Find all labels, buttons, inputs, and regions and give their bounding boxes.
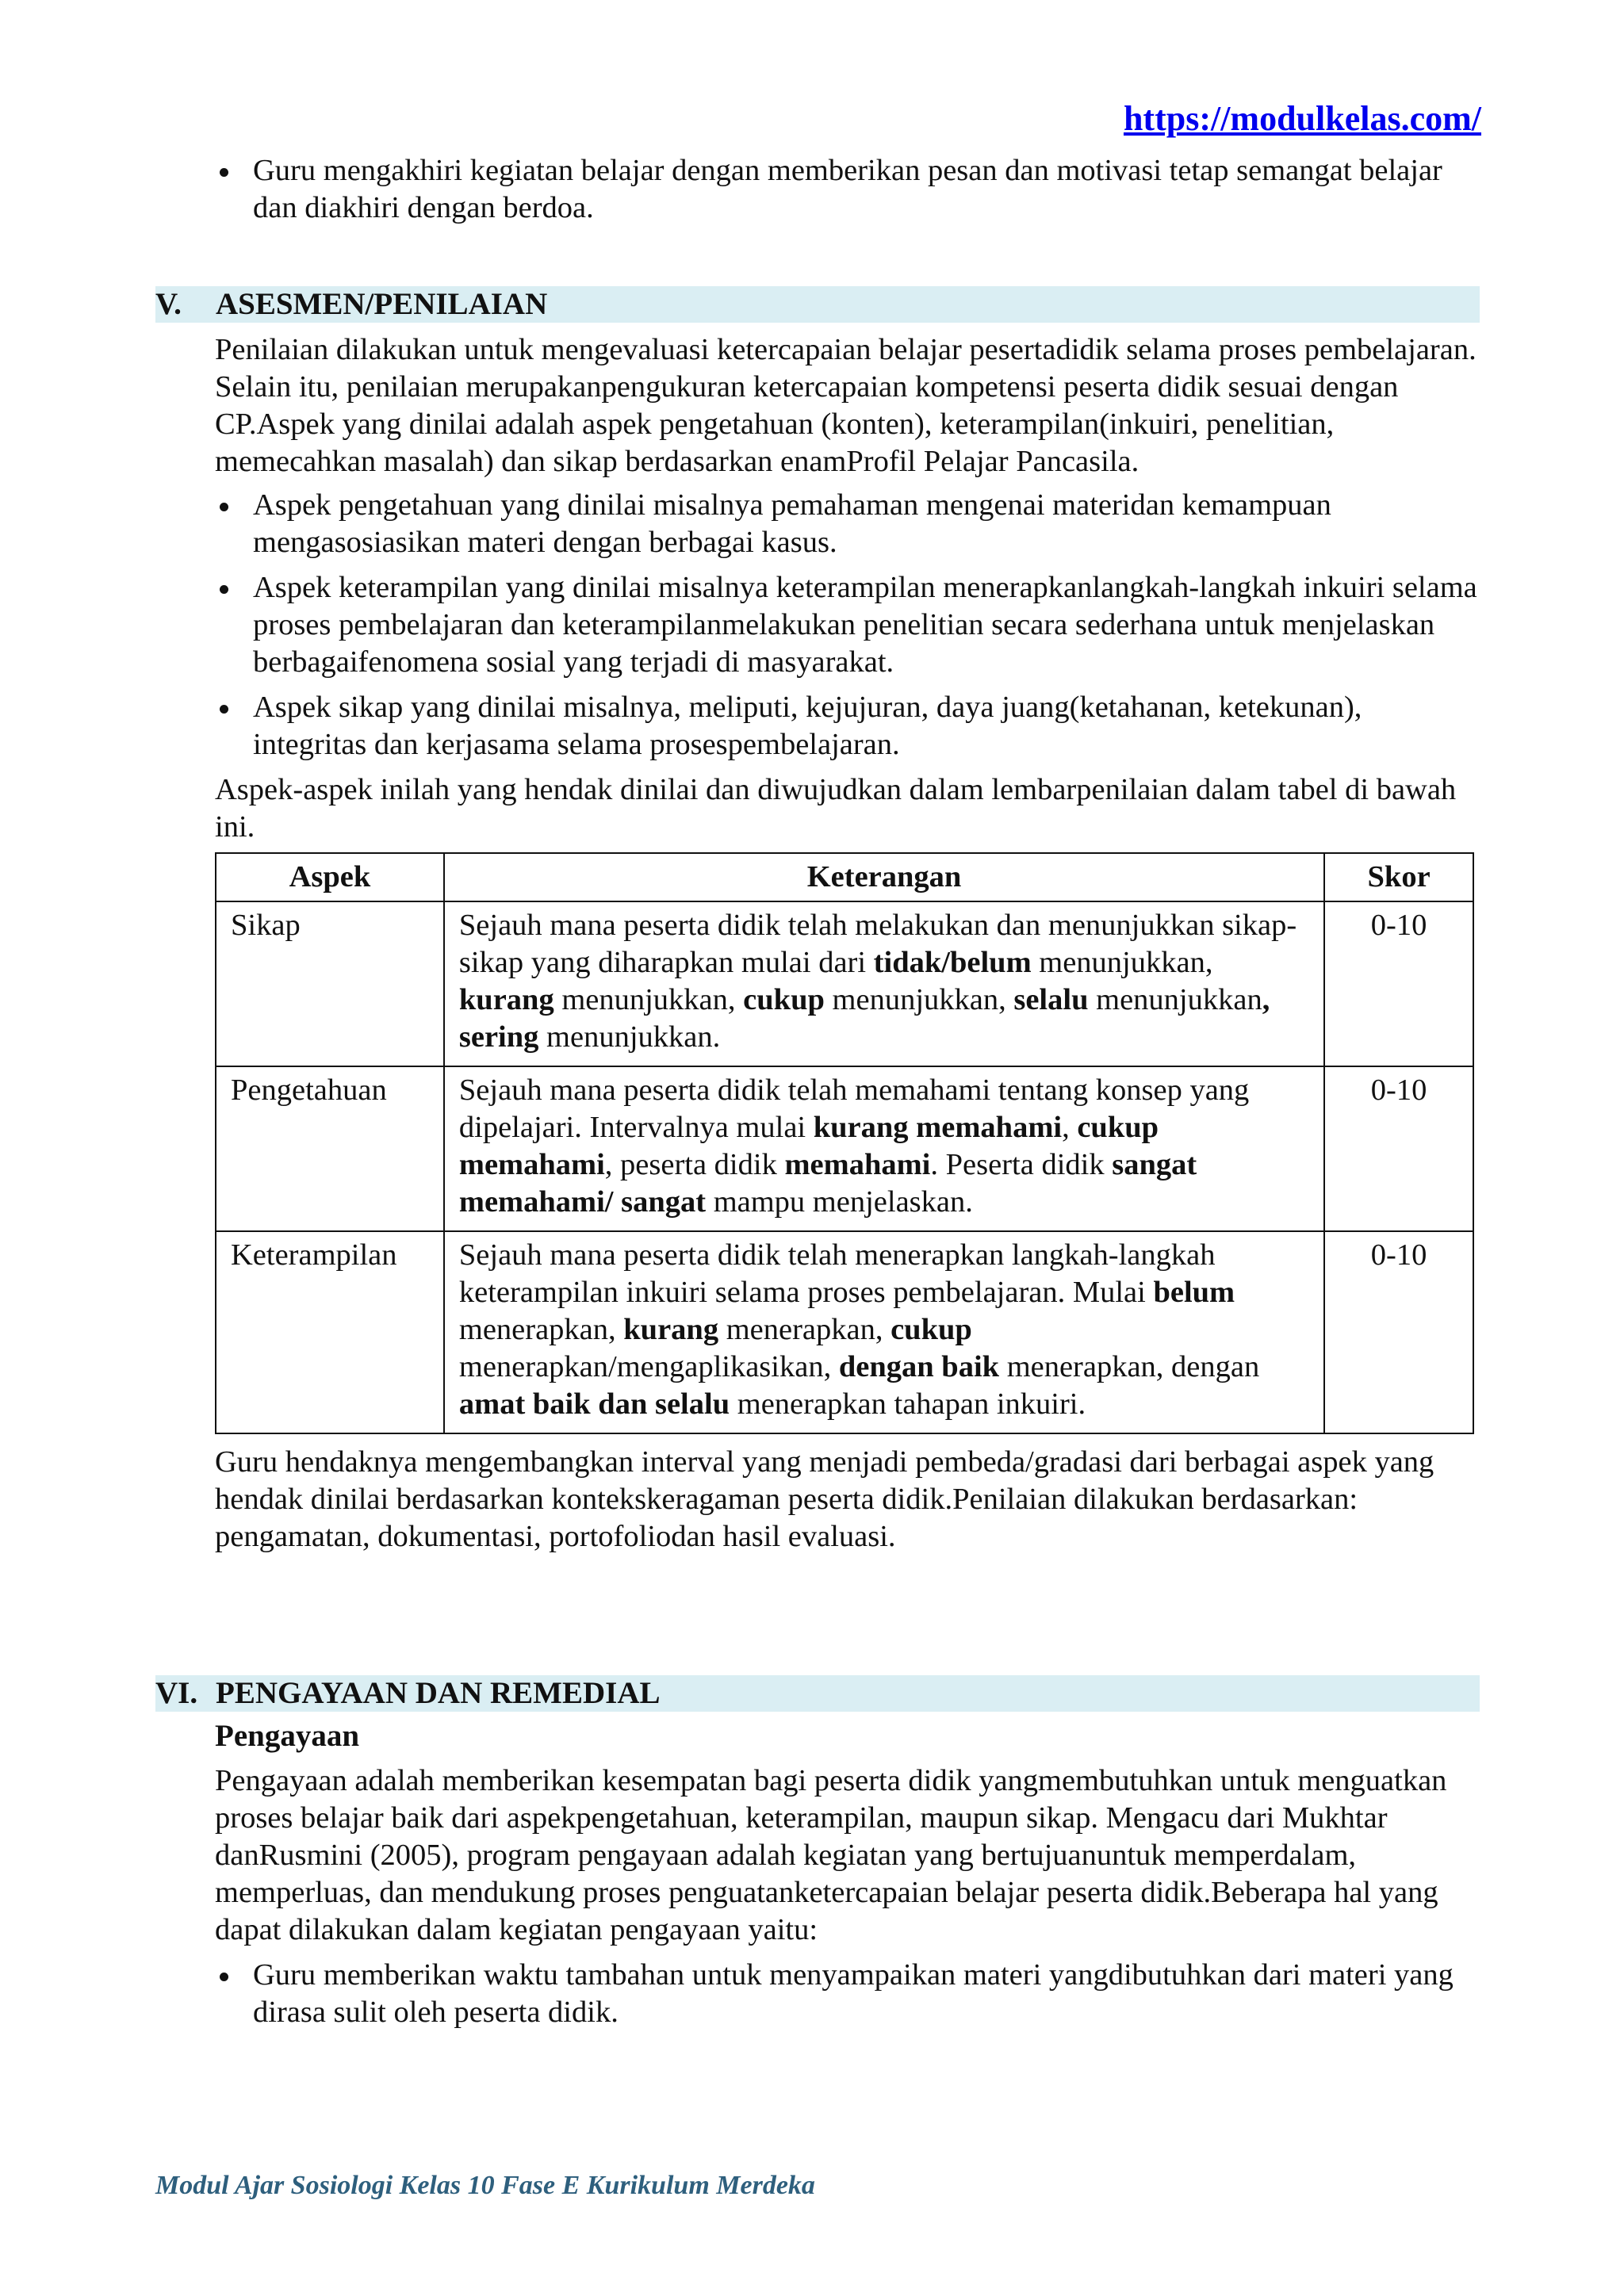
header-url-link[interactable]: https://modulkelas.com/: [1123, 99, 1481, 138]
keterangan-cell: Sejauh mana peserta didik telah menerapkan langkah-langkah keterampilan inkuiri selama proses pembelajaran. Mulai belum menerapkan, kurang menerapkan, cukup menerapkan/mengaplikasikan, dengan baik menerapkan, dengan amat baik dan selalu menerapkan tahapan inkuiri.: [444, 1231, 1324, 1433]
keterangan-cell: Sejauh mana peserta didik telah memahami tentang konsep yang dipelajari. Intervalnya mulai kurang memahami, cukup memahami, peserta didik memahami. Peserta didik sangat memahami/ sangat mampu menjelaskan.: [444, 1066, 1324, 1231]
bullet-icon: [220, 1973, 228, 1981]
intro-bullet-list: [215, 152, 1480, 227]
list-item: [215, 689, 1480, 763]
intro-bullet-block: [215, 152, 1480, 235]
bullet-icon: [220, 503, 228, 511]
table-row: [216, 901, 1473, 1066]
section-number: VI.: [155, 1676, 198, 1710]
aspek-cell: Pengetahuan: [216, 1066, 444, 1231]
list-item: [215, 487, 1480, 561]
assessment-body: [215, 331, 1480, 1556]
enrichment-bullet-list: [215, 1957, 1480, 2031]
keterangan-cell: Sejauh mana peserta didik telah melakukan dan menunjukkan sikap-sikap yang diharapkan mulai dari tidak/belum menunjukkan, kurang menunjukkan, cukup menunjukkan, selalu menunjukkan, sering menunjukkan.: [444, 901, 1324, 1066]
skor-cell: 0-10: [1324, 1066, 1473, 1231]
skor-cell: 0-10: [1324, 1231, 1473, 1433]
bullet-text: Aspek keterampilan yang dinilai misalnya keterampilan menerapkanlangkah-langkah inkuiri selama proses pembelajaran dan keterampilanmelakukan penelitian secara sederhana untuk menjelaskan berbagaifenomena sosial yang terjadi di masyarakat.: [253, 571, 1477, 679]
list-item: [215, 1957, 1480, 2031]
skor-cell: 0-10: [1324, 901, 1473, 1066]
section-title: PENGAYAAN DAN REMEDIAL: [216, 1676, 661, 1710]
enrichment-body: [215, 1717, 1480, 2039]
bullet-text: Aspek pengetahuan yang dinilai misalnya pemahaman mengenai materidan kemampuan mengasosiasikan materi dengan berbagai kasus.: [253, 488, 1331, 559]
table-intro-text: Aspek-aspek inilah yang hendak dinilai dan diwujudkan dalam lembarpenilaian dalam tabel di bawah ini.: [215, 773, 1457, 844]
list-item: [215, 569, 1480, 681]
page-footer: Modul Ajar Sosiologi Kelas 10 Fase E Kurikulum Merdeka: [155, 2171, 815, 2200]
aspek-cell: Sikap: [216, 901, 444, 1066]
section-title: ASESMEN/PENILAIAN: [216, 287, 548, 321]
section-heading-assessment: [155, 286, 1480, 323]
bullet-text: Guru memberikan waktu tambahan untuk menyampaikan materi yangdibutuhkan dari materi yang dirasa sulit oleh peserta didik.: [253, 1958, 1454, 2029]
section-number: V.: [155, 287, 182, 321]
bullet-icon: [220, 168, 228, 177]
table-row: [216, 1066, 1473, 1231]
assessment-bullet-list: [215, 487, 1480, 763]
assessment-closing-paragraph: Guru hendaknya mengembangkan interval yang menjadi pembeda/gradasi dari berbagai aspek yang hendak dinilai berdasarkan kontekskeragaman peserta didik.Penilaian dilakukan berdasarkan: pengamatan, dokumentasi, portofoliodan hasil evaluasi.: [215, 1445, 1434, 1553]
bullet-icon: [220, 705, 228, 714]
subheading-pengayaan: Pengayaan: [215, 1719, 360, 1753]
bullet-text: Guru mengakhiri kegiatan belajar dengan memberikan pesan dan motivasi tetap semangat belajar dan diakhiri dengan berdoa.: [253, 154, 1442, 224]
column-header-skor: Skor: [1324, 853, 1473, 901]
assessment-table: [215, 852, 1474, 1434]
bullet-icon: [220, 585, 228, 594]
section-heading-enrichment: [155, 1675, 1480, 1712]
assessment-paragraph: Penilaian dilakukan untuk mengevaluasi ketercapaian belajar pesertadidik selama proses pembelajaran. Selain itu, penilaian merupakanpengukuran ketercapaian kompetensi peserta didik sesuai dengan CP.Aspek yang dinilai adalah aspek pengetahuan (konten), keterampilan(inkuiri, penelitian, memecahkan masalah) dan sikap berdasarkan enamProfil Pelajar Pancasila.: [215, 333, 1477, 478]
column-header-aspek: Aspek: [216, 853, 444, 901]
enrichment-paragraph: Pengayaan adalah memberikan kesempatan bagi peserta didik yangmembutuhkan untuk menguatkan proses belajar baik dari aspekpengetahuan, keterampilan, maupun sikap. Mengacu dari Mukhtar danRusmini (2005), program pengayaan adalah kegiatan yang bertujuanuntuk memperdalam, memperluas, dan mendukung proses penguatanketercapaian belajar peserta didik.Beberapa hal yang dapat dilakukan dalam kegiatan pengayaan yaitu:: [215, 1764, 1447, 1946]
aspek-cell: Keterampilan: [216, 1231, 444, 1433]
list-item: [215, 152, 1480, 227]
column-header-keterangan: Keterangan: [444, 853, 1324, 901]
table-row: [216, 1231, 1473, 1433]
bullet-text: Aspek sikap yang dinilai misalnya, meliputi, kejujuran, daya juang(ketahanan, ketekunan), integritas dan kerjasama selama prosespembelajaran.: [253, 691, 1362, 761]
table-header-row: [216, 853, 1473, 901]
